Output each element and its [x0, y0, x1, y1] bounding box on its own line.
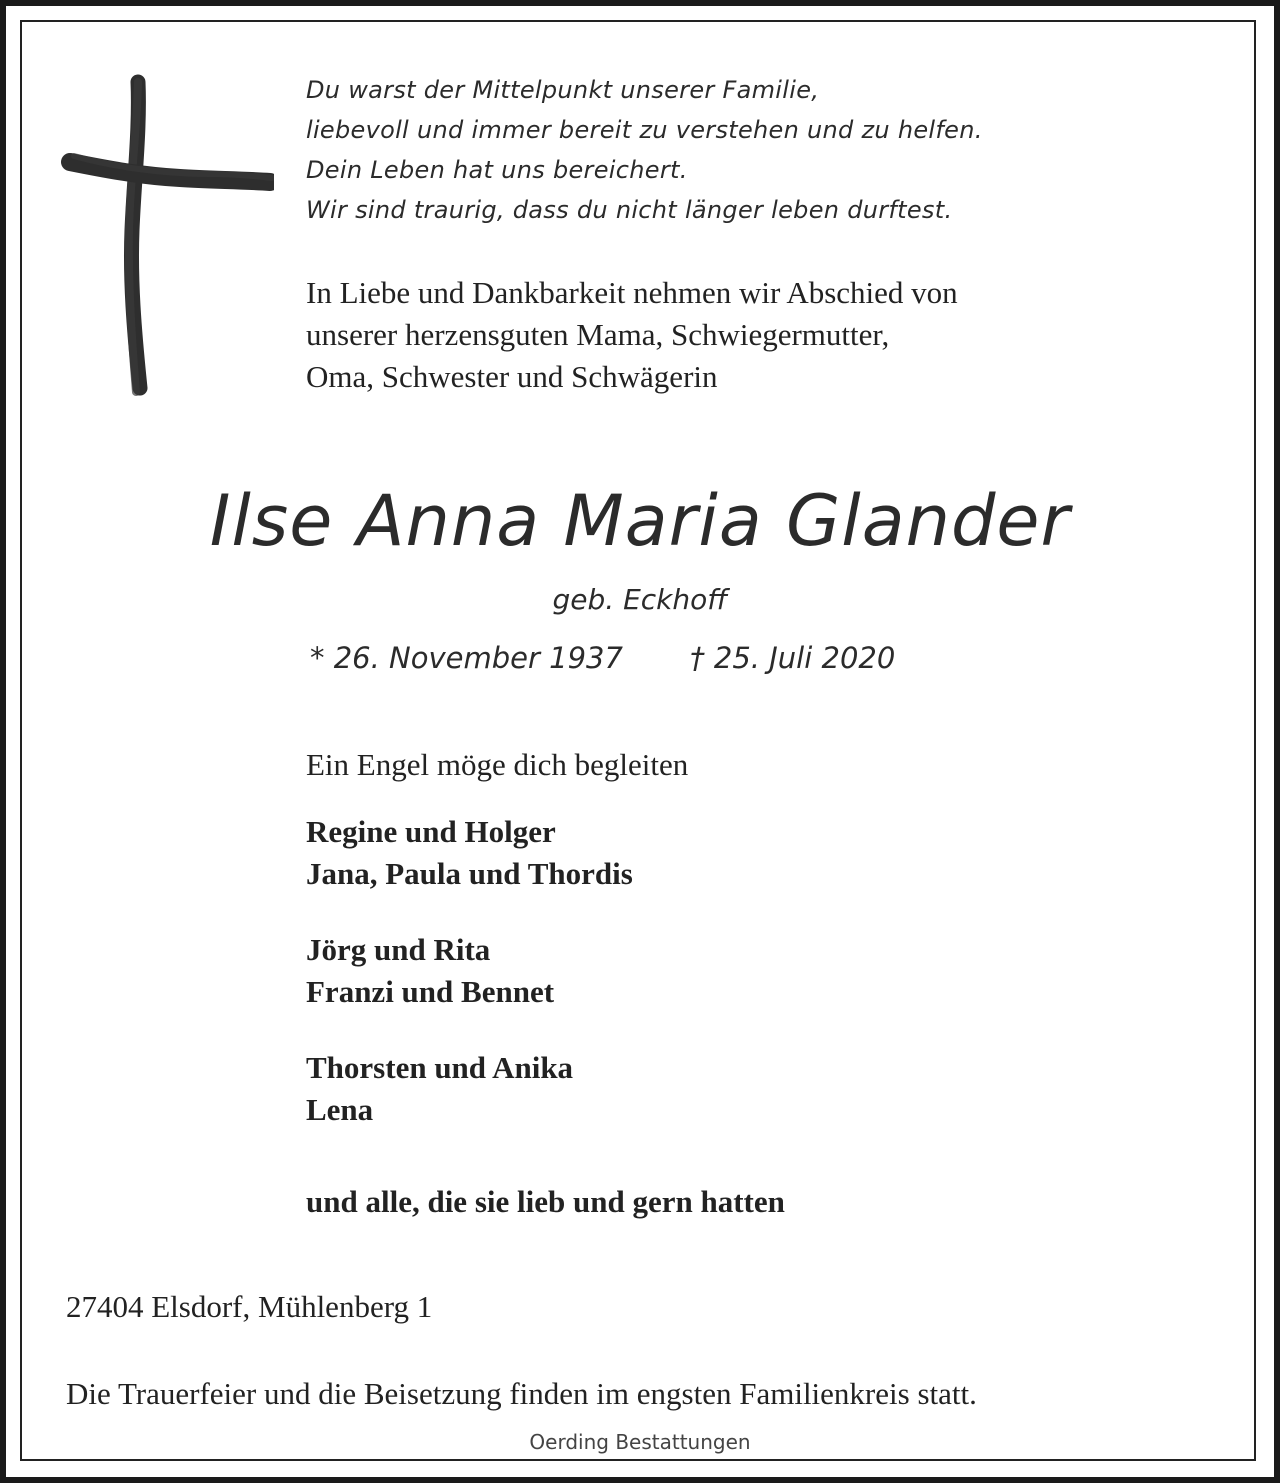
obituary-page — [6, 6, 1274, 1477]
intro-line: Oma, Schwester und Schwägerin — [306, 359, 718, 394]
mourner-group — [306, 1047, 633, 1131]
poem-line: Wir sind traurig, dass du nicht länger leben durftest. — [306, 196, 953, 224]
intro-text — [306, 272, 958, 398]
mourner-line: Thorsten und Anika — [306, 1050, 574, 1085]
closing-line: und alle, die sie lieb und gern hatten — [306, 1184, 785, 1219]
mourner-line: Regine und Holger — [306, 814, 556, 849]
life-dates — [310, 638, 895, 678]
funeral-notice: Die Trauerfeier und die Beisetzung finden im engsten Familienkreis statt. — [66, 1376, 977, 1411]
mourner-line: Jana, Paula und Thordis — [306, 856, 633, 891]
mourner-line: Jörg und Rita — [306, 932, 491, 967]
mourners-list — [306, 811, 633, 1165]
intro-line: In Liebe und Dankbarkeit nehmen wir Abschied von — [306, 275, 958, 310]
birth-name: geb. Eckhoff — [552, 583, 728, 616]
birth-date: * 26. November 1937 — [310, 641, 623, 675]
poem-line: Dein Leben hat uns bereichert. — [306, 156, 688, 184]
mourner-group — [306, 811, 633, 895]
poem — [306, 70, 983, 230]
poem-line: liebevoll und immer bereit zu verstehen und zu helfen. — [306, 116, 983, 144]
deceased-name: Ilse Anna Maria Glander — [209, 480, 1071, 562]
address: 27404 Elsdorf, Mühlenberg 1 — [66, 1289, 433, 1324]
mourner-line: Franzi und Bennet — [306, 974, 555, 1009]
mourner-group — [306, 929, 633, 1013]
cross-icon — [60, 70, 274, 400]
undertaker-credit: Oerding Bestattungen — [529, 1430, 751, 1454]
mourner-line: Lena — [306, 1092, 374, 1127]
intro-line: unserer herzensguten Mama, Schwiegermutter, — [306, 317, 890, 352]
poem-line: Du warst der Mittelpunkt unserer Familie, — [306, 76, 820, 104]
death-date: † 25. Juli 2020 — [690, 641, 896, 675]
farewell-line: Ein Engel möge dich begleiten — [306, 747, 689, 782]
